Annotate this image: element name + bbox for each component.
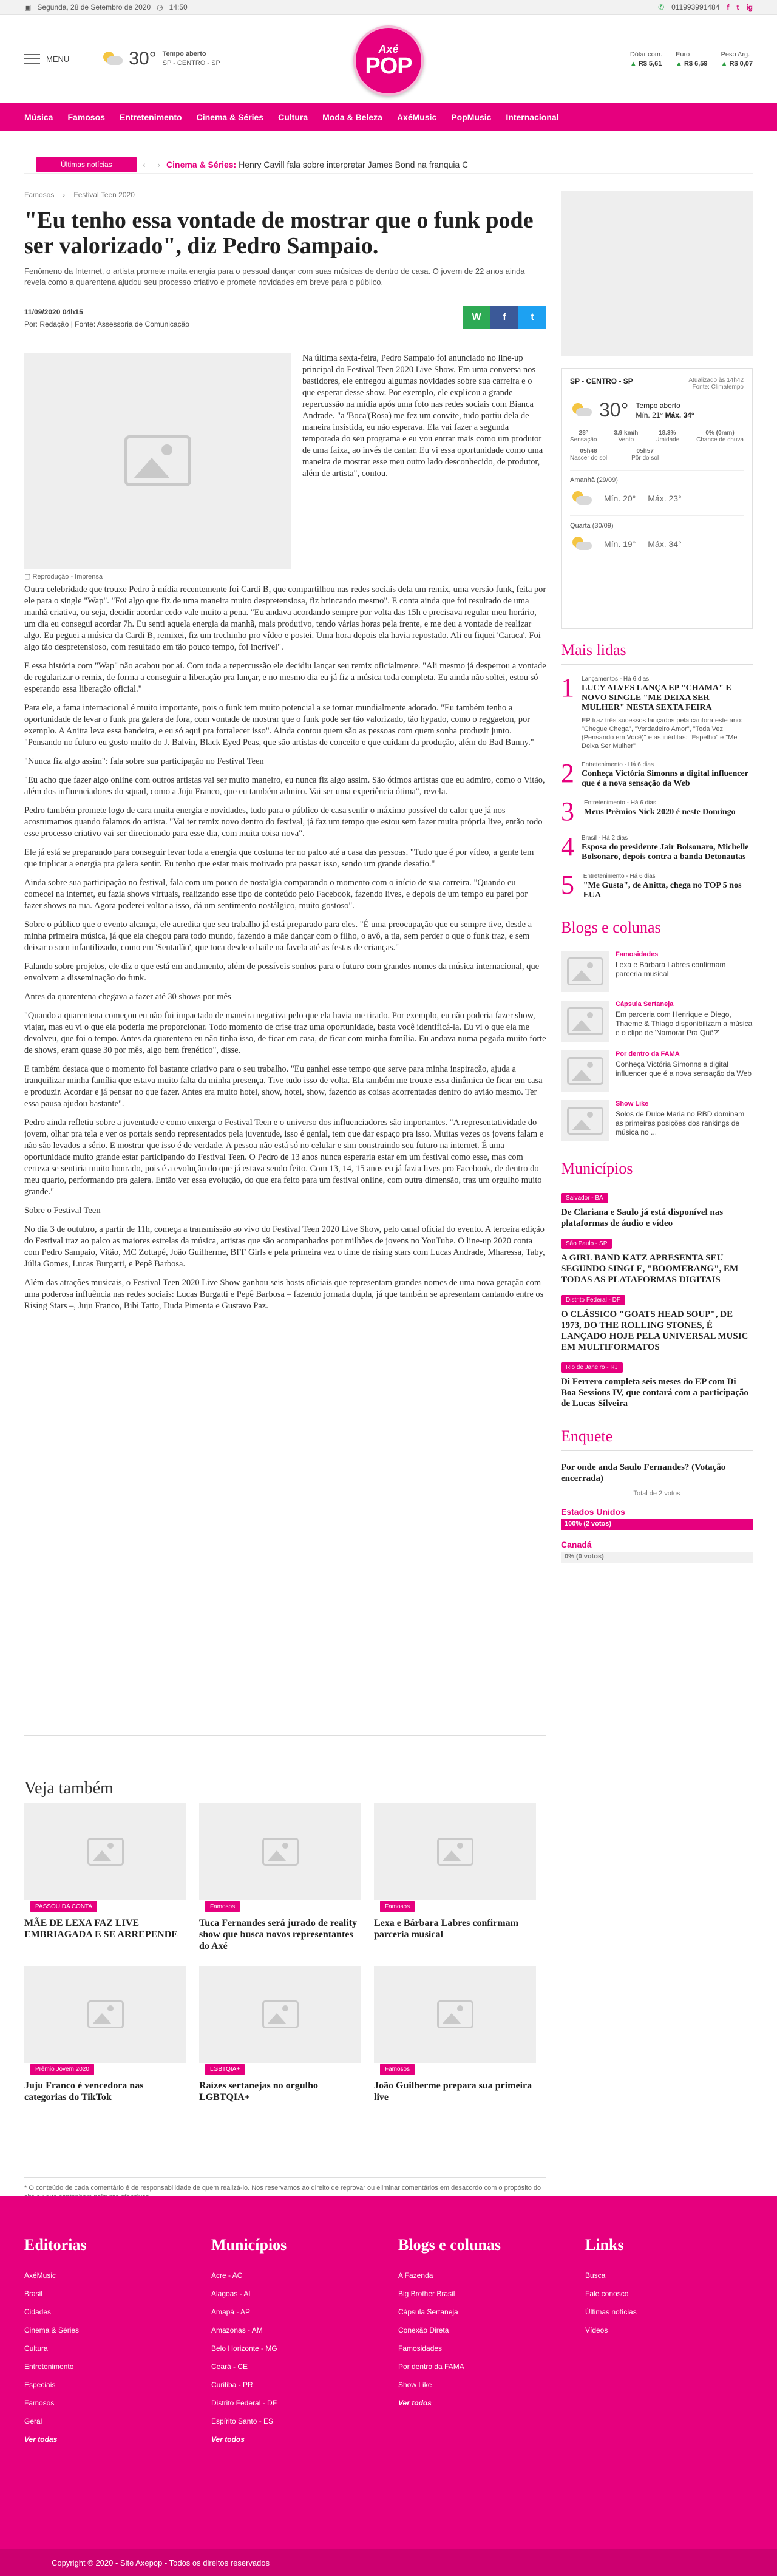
weather-desc: Tempo aberto (636, 401, 680, 410)
blog-item[interactable]: Show Like Solos de Dulce Maria no RBD dominam as primeiras posições dos rankings de música no ... (561, 1100, 753, 1141)
footer-link[interactable]: Cultura (24, 2344, 48, 2353)
weather-source: Fonte: Climatempo (692, 384, 744, 390)
weather-stat: 3.9 km/h Vento (614, 430, 639, 443)
twitter-share-button[interactable]: t (518, 306, 546, 329)
logo-main-text: POP (365, 53, 412, 79)
top-bar (0, 0, 777, 15)
footer-link[interactable]: Últimas notícias (585, 2308, 637, 2316)
image-placeholder-icon (124, 435, 191, 486)
news-ticker (24, 155, 753, 174)
date-text: Segunda, 28 de Setembro de 2020 (37, 2, 151, 12)
related-card[interactable]: LGBTQIA+ Raízes sertanejas no orgulho LGBTQIA+ (199, 1966, 361, 2103)
article (24, 174, 546, 1319)
copyright-bar (0, 2549, 777, 2576)
blog-item[interactable]: Por dentro da FAMA Conheça Victória Simonns a digital influencer que é a nova sensação da Web (561, 1050, 753, 1092)
footer-link[interactable]: Amazonas - AM (211, 2326, 263, 2334)
footer-col-title: Editorias (24, 2236, 87, 2254)
page-title: "Eu tenho essa vontade de mostrar que o funk pode ser valorizado", diz Pedro Sampaio. (24, 208, 534, 259)
related-card[interactable]: PASSOU DA CONTA MÃE DE LEXA FAZ LIVE EMBRIAGADA E SE ARREPENDE (24, 1803, 186, 1940)
footer-link[interactable]: Big Brother Brasil (398, 2289, 455, 2298)
article-subheading: Antes da quarentena chegava a fazer até 30 shows por mês (24, 992, 231, 1002)
municipios-section (561, 1160, 753, 1409)
hamburger-icon (24, 54, 40, 64)
poll-option: Canadá 0% (0 votos) (561, 1540, 753, 1563)
footer-col-blogs (398, 2236, 556, 2412)
article-subheading: "Nunca fiz algo assim": fala sobre sua participação no Festival Teen (24, 756, 264, 766)
site-footer (0, 2196, 777, 2549)
nav-item-famosos[interactable]: Famosos (67, 112, 105, 122)
footer-link[interactable]: Brasil (24, 2289, 43, 2298)
poll-option: Estados Unidos 100% (2 votos) (561, 1507, 753, 1530)
footer-link[interactable]: Ceará - CE (211, 2362, 248, 2371)
partly-cloudy-icon (570, 402, 592, 419)
image-placeholder-icon (87, 2000, 124, 2028)
weather-stat: 05h48 Nascer do sol (570, 448, 608, 461)
nav-item-cultura[interactable]: Cultura (278, 112, 308, 122)
calendar-icon: ▣ (24, 2, 32, 12)
forecast-day: Quarta (30/09) Mín. 19° Máx. 34° (570, 515, 744, 552)
see-also-grid (24, 1803, 546, 2119)
footer-col-editorias (24, 2236, 182, 2449)
article-paragraph: Para ele, a fama internacional é muito importante, pois o funk tem muito potencial a se tornar mundialmente adorado. "Eu também tenho a oportunidade de levar o funk pra galera de fora, com vontade de mostrar que o funk pode ser tão valorizado, tão hypado, como o reggaeton, por exemplo. A Anitta leva essa bandeira, e eu só aqui pra fortalecer isso". Ainda contou quem são as pessoas com quem sonha produzir junto. "Pensando no futuro eu gosto muito do J. Balvin, Black Eyed Peas, que são artistas de conceito e que cuidam da produção, além do Bad Bunny." (24, 703, 534, 747)
nav-item-internacional[interactable]: Internacional (506, 112, 559, 122)
related-card[interactable]: Prêmio Jovem 2020 Juju Franco é vencedora nas categorias do TikTok (24, 1966, 186, 2103)
header-temp: 30° (129, 49, 157, 69)
footer-link[interactable]: Vídeos (585, 2326, 608, 2334)
facebook-icon[interactable]: f (727, 2, 730, 12)
footer-link[interactable]: Distrito Federal - DF (211, 2399, 277, 2407)
weather-widget (561, 368, 753, 629)
ad-slot (561, 191, 753, 356)
article-paragraph: Na última sexta-feira, Pedro Sampaio foi anunciado no line-up principal do Festival Teen 2020 Live Show. Em uma conversa nos bastidores, ele entregou algumas novidades sobre sua carreira e o que esperar desse show. Por exemplo, ele explicou a grande repercussão na mídia após uma foto nas redes sociais com Bianca Andrade. "a 'Boca'(Rosa) me fez um convite, tudo partiu dela de maneira insistida, eu não esperava. Ela vai fazer a segunda temporada do seu programa e eu vou entrar mais como um produtor de uma faixa, ao invés de cantar. Eu vi essa oportunidade como uma maneira de mostrar esse meu outro lado desconhecido, de produtor, além de artista", contou. (302, 353, 543, 478)
facebook-share-button[interactable]: f (490, 306, 518, 329)
footer-col-title: Links (585, 2236, 624, 2254)
menu-label: MENU (46, 54, 70, 64)
image-caption: ▢ Reprodução - Imprensa (24, 573, 103, 580)
menu-button[interactable] (24, 54, 69, 64)
municipios-title: Municípios (561, 1160, 753, 1183)
poll-total: Total de 2 votos (633, 1490, 680, 1497)
article-paragraph: Falando sobre projetos, ele diz o que está em andamento, além de possíveis sonhos para o futuro com grandes nomes da música internacional, que envolvem a disseminação do funk. (24, 962, 540, 983)
breadcrumb-item[interactable]: Festival Teen 2020 (73, 191, 135, 199)
poll-title: Enquete (561, 1427, 753, 1451)
footer-see-all-link[interactable]: Ver todas (24, 2435, 58, 2444)
site-logo[interactable] (353, 25, 424, 96)
footer-link[interactable]: Show Like (398, 2381, 432, 2389)
copyright-text: Copyright © 2020 - Site Axepop - Todos os direitos reservados (52, 2558, 270, 2568)
article-paragraph: Ele já está se preparando para conseguir levar toda a energia que costuma ter no palco até a casa das pessoas. "Tudo que é por vídeo, a gente tem que triplicar a energia pra galera sentir. Eu tenho que estar mais motivado pra passar isso, sendo um grande desafio." (24, 848, 534, 869)
footer-see-all-link[interactable]: Ver todos (398, 2399, 432, 2407)
footer-link[interactable]: Cápsula Sertaneja (398, 2308, 458, 2316)
nav-item-axemusic[interactable]: AxéMusic (396, 112, 437, 122)
footer-link[interactable]: Conexão Direta (398, 2326, 449, 2334)
comments-disclaimer: * O conteúdo de cada comentário é de responsabilidade de quem realizá-lo. Nos reservamos ao direito de reprovar ou eliminar comentários em desacordo com o propósito do (24, 2177, 546, 2202)
related-card[interactable]: Famosos João Guilherme prepara sua primeira live (374, 1966, 536, 2103)
municipio-item[interactable]: Salvador - BA De Clariana e Saulo já está disponível nas plataformas de áudio e vídeo (561, 1192, 753, 1229)
footer-link[interactable]: Famosidades (398, 2344, 443, 2353)
municipio-item[interactable]: São Paulo - SP A GIRL BAND KATZ APRESENTA SEU SEGUNDO SINGLE, "BOOMERANG", EM TODAS AS PLATAFORMAS DIGITAIS (561, 1237, 753, 1285)
weather-max: Máx. 34° (665, 410, 694, 420)
footer-col-title: Blogs e colunas (398, 2236, 501, 2254)
currency-quotes (630, 51, 753, 67)
header-weather-place: SP - CENTRO - SP (162, 59, 220, 67)
footer-link[interactable]: Por dentro da FAMA (398, 2362, 464, 2371)
article-paragraph: Outra celebridade que trouxe Pedro à mídia recentemente foi Cardi B, que compartilhou nas redes sociais dela um remix, uma versão funk, feita por ele para o single "Wap". "Foi algo que fiz de uma maneira muito despretensiosa, fiz brincando mesmo". E conta ainda que foi resultado de uma manhã criativa, ou seja, decidir acordar cedo vale muito a pena. "Eu andava acordando sempre por volta das 15h e precisava regular meu horário, um dia eu consegui acordar 7h. Eu senti aquela energia da manhã, mais produtivo, tendo várias horas pela frente, e me deu a vontade de realizar algo. Eu peguei a música da Cardi B, remixei, fiz um trechinho pro vídeo e postei. Uma hora depois ela havia repostado. Ali eu fiquei 'Caraca'. Foi algo tão despretensioso, com resultado em tão pouco tempo, foi incrível". (24, 585, 546, 652)
blogs-section (561, 919, 753, 1141)
most-read-item[interactable]: 3 Entretenimento - Há 6 dias Meus Prêmios Nick 2020 é neste Domingo (561, 797, 736, 826)
most-read-item[interactable]: 4 Brasil - Há 2 dias Esposa do presidente Jair Bolsonaro, Michelle Bolsonaro, depois contra a banda Detonautas (561, 832, 749, 861)
footer-link[interactable]: Acre - AC (211, 2271, 243, 2280)
time-text: 14:50 (169, 2, 188, 12)
forecast-day: Amanhã (29/09) Mín. 20° Máx. 23° (570, 470, 744, 507)
weather-min: Mín. 21° (636, 410, 663, 420)
article-date: 11/09/2020 04h15 (24, 308, 83, 316)
weather-stat: 18.3% Umidade (655, 430, 680, 443)
article-paragraph: "Quando a quarentena começou eu não fui impactado de maneira negativa pelo que ela havia me tirado. Por exemplo, eu não poderia fazer show, viajar, mas eu vi o que ela poderia me proporcionar. Todo momento de crise traz uma oportunidade, basta você identificá-la. Eu vi o que ela me devolveu, que foi o tempo. Antes da quarentena eu não tinha isso, de ficar em casa, de ficar com minha família. Eu andava numa pegada muito forte de shows, eram quase 30 por mês, algo bem frenético", disse. (24, 1011, 546, 1055)
whatsapp-icon[interactable]: ✆ (658, 2, 665, 12)
weather-stat: 0% (0mm) Chance de chuva (696, 430, 744, 443)
breadcrumb: Famosos › Festival Teen 2020 (24, 191, 135, 199)
article-paragraph: No dia 3 de outubro, a partir de 11h, começa a transmissão ao vivo do Festival Teen 2020 Live Show, pelo canal oficial do evento. A terceira edição do Festival traz ao palco as maiores estrelas da música, artistas que são acompanhados por milhões de jovens no YouTube. O line-up 2020 conta com Pedro Sampaio, Vitão, MC Zottapé, João Guilherme, BFF Girls e pela primeira vez o time de rising stars com Lucas Andrade, Mharessa, Taby, Júlia Gomes, Lucas Burgatti, e Pepê Barbosa. (24, 1225, 545, 1269)
footer-see-all-link[interactable]: Ver todos (211, 2435, 245, 2444)
weather-updated: Atualizado às 14h42 (688, 377, 744, 384)
nav-item-entretenimento[interactable]: Entretenimento (119, 112, 182, 122)
ticker-next-icon[interactable]: › (157, 159, 161, 169)
nav-item-musica[interactable]: Música (24, 112, 53, 122)
image-placeholder-icon (437, 2000, 473, 2028)
article-paragraph: Pedro ainda refletiu sobre a juventude e como enxerga o Festival Teen e o universo dos influenciadores são importantes. "A representatividade do jovem, olhar pra tela e ver os portais sendo representados pela juventude, isso é genial, tem que dar espaço pra isso. Muitas vezes os jovens falam e não são levados a sério. E mostrar que isso é de verdade. A pessoa não está só no celular e sim construindo seu futuro na internet. É uma oportunidade muito grande estar participando do Festival Teen. O Pedro de 13 anos nunca esperaria estar em um festival como esse, mas com certeza se sentiria muito honrado, pois é a evolução do que já estava sendo feito. Com 13, 14, 15 anos eu já fazia lives pro Facebook, de dentro do meu quarto, performando pra galera. Então ver essa evolução, do que era feito para um festival online, com outra dimensão, traz um orgulho muito grande." (24, 1118, 544, 1197)
article-paragraph: Sobre o público que o evento alcança, ele acredita que seu trabalho já está preparado para eles. "É uma preocupação que eu sempre tive, desde a minha primeira música, já que ela chegou para todo mundo, fazendo a mãe dançar com o filho, o avô, a tia, sem perder o que o funk traz, e sem deixar o som infantilizado, como em 'Sentadão', que toca desde o baile na favela até as festas de crianças." (24, 920, 532, 953)
most-read-item[interactable]: 1 Lançamentos - Há 6 dias LUCY ALVES LANÇA EP "CHAMA" E NOVO SINGLE "ME DEIXA SER MULHER" NESTA SEXTA FEIRA EP traz três sucessos lançados pela cantora este ano: "Chegue Chega", "Verdadeiro Amor", "Toda Vez (Pensando em Você)" e as inéditas: "Espelho" e "Me Deixa Ser Mulher" (561, 673, 743, 750)
blogs-title: Blogs e colunas (561, 919, 753, 942)
sidebar (561, 174, 753, 1563)
main-nav (0, 103, 777, 131)
footer-link[interactable]: Curitiba - PR (211, 2381, 253, 2389)
twitter-icon[interactable]: t (736, 2, 739, 12)
ticker-prev-icon[interactable]: ‹ (142, 159, 146, 169)
article-byline: Por: Redação | Fonte: Assessoria de Comunicação (24, 320, 189, 328)
nav-item-popmusic[interactable]: PopMusic (451, 112, 492, 122)
weather-stat: 28° Sensação (570, 430, 597, 443)
instagram-icon[interactable]: ig (746, 2, 753, 12)
footer-col-title: Municípios (211, 2236, 287, 2254)
quote-peso: Peso Arg. ▲ R$ 0,07 (721, 50, 753, 67)
partly-cloudy-icon (101, 50, 123, 67)
article-body (24, 584, 546, 1312)
image-placeholder-icon (567, 1057, 603, 1085)
quote-euro: Euro ▲ R$ 6,59 (676, 50, 708, 67)
footer-link[interactable]: AxéMusic (24, 2271, 56, 2280)
footer-col-municipios (211, 2236, 369, 2449)
footer-col-links (585, 2236, 743, 2339)
whatsapp-share-button[interactable]: W (463, 306, 490, 329)
article-paragraph: "Eu acho que fazer algo online com outros artistas vai ser muito maneiro, eu nunca fiz algo assim. São ótimos artistas que eu admiro, como o Vitão, além dos influenciadores do squad, como a Juju Franco, que eu também admiro. Vai ser uma experiência ótima", revela. (24, 775, 545, 797)
site-header (0, 15, 777, 103)
nav-item-cinema[interactable]: Cinema & Séries (196, 112, 264, 122)
image-placeholder-icon (567, 1007, 603, 1035)
image-placeholder-icon (87, 1838, 124, 1866)
blog-item[interactable]: Famosidades Lexa e Bárbara Labres confirmam parceria musical (561, 951, 753, 992)
comments-note (24, 1735, 546, 1742)
partly-cloudy-icon (570, 535, 592, 552)
footer-link[interactable]: A Fazenda (398, 2271, 433, 2280)
article-lead: Fenômeno da Internet, o artista promete muita energia para o pessoal dançar com suas músicas de dentro de casa. O jovem de 22 anos ainda revela como a quarentena ajudou seu processo criativo e promete novidades em breve para o público. (24, 267, 525, 287)
breadcrumb-item[interactable]: Famosos (24, 191, 55, 199)
article-subheading: Sobre o Festival Teen (24, 1206, 101, 1215)
share-buttons (463, 306, 546, 329)
image-placeholder-icon (437, 1838, 473, 1866)
image-placeholder-icon (567, 1107, 603, 1135)
image-placeholder-icon (262, 2000, 299, 2028)
weather-place[interactable]: SP - CENTRO - SP (570, 377, 633, 386)
footer-link[interactable]: Cinema & Séries (24, 2326, 80, 2334)
weather-stat: 05h57 Pôr do sol (631, 448, 659, 461)
most-read-item[interactable]: 2 Entretenimento - Há 6 dias Conheça Victória Simonns a digital influencer que é a nova sensação da Web (561, 758, 748, 788)
poll-section (561, 1427, 753, 1563)
header-weather-desc: Tempo aberto (162, 50, 206, 58)
municipio-item[interactable]: Rio de Janeiro - RJ Di Ferrero completa seis meses do EP com Di Boa Sessions IV, que contará com a participação de Lucas Silveira (561, 1361, 753, 1409)
footer-link[interactable]: Entretenimento (24, 2362, 74, 2371)
footer-link[interactable]: Geral (24, 2417, 42, 2425)
footer-link[interactable]: Espírito Santo - ES (211, 2417, 274, 2425)
article-paragraph: E também destaca que o momento foi bastante criativo para o seu trabalho. "Eu ganhei esse tempo que serve para minha inspiração, ajuda a tranquilizar minha família que estava muito falta da minha presença. Tive tudo isso de volta. Ela também me trouxe essa dinâmica de ficar em casa e produzir. Acordar e já pensar no que fazer. Antes era muito hotel, show, hotel, show, fazendo as coisas acorrentadas dentro do avião mesmo. Ter essa pausa ajudou bastante". (24, 1064, 543, 1109)
related-card[interactable]: Famosos Lexa e Bárbara Labres confirmam parceria musical (374, 1803, 536, 1940)
see-also-title: Veja também (24, 1779, 114, 1798)
header-weather[interactable] (101, 49, 220, 69)
logo-top-text: Axé (378, 43, 399, 55)
partly-cloudy-icon (570, 490, 592, 507)
footer-link[interactable]: Especiais (24, 2381, 56, 2389)
footer-link[interactable]: Amapá - AP (211, 2308, 251, 2316)
article-paragraph: Ainda sobre sua participação no festival, fala com um pouco de nostalgia comparando o momento com o início de sua carreira. "Quando eu comecei na internet, eu fazia shows virtuais, realizando esse tipo de conteúdo pelo Facebook, fazendo lives, e depois de um tempo eu parei por fazer shows na rua. Agora poderei voltar a isso, dá um sentimento nostálgico, muito gostoso". (24, 878, 528, 911)
related-card[interactable]: Famosos Tuca Fernandes será jurado de reality show que busca novos representantes do Axé (199, 1803, 361, 1952)
article-paragraph: Pedro também promete logo de cara muita energia e novidades, tudo para o público de casa sentir o máximo possível do calor que já nos acostumamos quando falamos do artista. "Vai ter remix novo dentro do festival, já faz um tempo que estou sem fazer muita própria live, então todo esse processo criativo vai ser direcionado para esse dia, com muita coisa nova". (24, 806, 543, 838)
footer-link[interactable]: Cidades (24, 2308, 52, 2316)
nav-item-moda[interactable]: Moda & Beleza (322, 112, 382, 122)
most-read-item[interactable]: 5 Entretenimento - Há 6 dias "Me Gusta", de Anitta, chega no TOP 5 nos EUA (561, 870, 742, 900)
article-paragraph: Além das atrações musicais, o Festival Teen 2020 Live Show ganhou seis hosts oficiais que representam grandes nomes de uma nova geração com uma poderosa influência nas redes sociais: Lucas Burgatti e Pepê Barbosa – fazendo jornada dupla, já que também se apresentam cantando entre os Rising Stars –, Juju Franco, Bibi Tatto, Duda Pimenta e Gustavo Paz. (24, 1278, 544, 1311)
clock-icon: ◷ (157, 2, 163, 12)
article-meta (24, 306, 546, 330)
weather-temp: 30° (599, 399, 629, 421)
article-paragraph: E essa história com "Wap" não acabou por aí. Com toda a repercussão ele decidiu lançar seu remix oficialmente. "Ali mesmo já despertou a vontade de regularizar o remix, de forma a conseguir a liberação pra lançar, e no mesmo dia eu já fiz a música toda completa. Eu ainda não soltei, estou só esperando essa liberação oficial." (24, 661, 546, 694)
article-image[interactable] (24, 353, 291, 569)
poll-question: Por onde anda Saulo Fernandes? (Votação encerrada) (561, 1463, 726, 1483)
most-read (561, 641, 753, 900)
footer-link[interactable]: Fale conosco (585, 2289, 629, 2298)
most-read-title: Mais lidas (561, 641, 753, 665)
footer-link[interactable]: Belo Horizonte - MG (211, 2344, 277, 2353)
image-placeholder-icon (567, 957, 603, 985)
image-placeholder-icon (262, 1838, 299, 1866)
blog-item[interactable]: Cápsula Sertaneja Em parceria com Henrique e Diego, Thaeme & Thiago disponibilizam a música e o clipe de 'Namorar Pra Quê?' (561, 1001, 753, 1042)
quote-dolar: Dólar com. ▲ R$ 5,61 (629, 50, 663, 67)
see-also (24, 1779, 546, 1798)
footer-link[interactable]: Alagoas - AL (211, 2289, 253, 2298)
ticker-label: Últimas notícias (36, 157, 137, 172)
phone-text[interactable]: 011993991484 (671, 2, 720, 12)
municipio-item[interactable]: Distrito Federal - DF O CLÁSSICO "GOATS HEAD SOUP", DE 1973, DO THE ROLLING STONES, É LANÇADO HOJE PELA UNIVERSAL MUSIC EM MULTIFORMATOS (561, 1294, 753, 1353)
footer-link[interactable]: Busca (585, 2271, 606, 2280)
ticker-headline[interactable]: Cinema & Séries: Henry Cavill fala sobre interpretar James Bond na franquia C (166, 159, 469, 169)
footer-link[interactable]: Famosos (24, 2399, 55, 2407)
